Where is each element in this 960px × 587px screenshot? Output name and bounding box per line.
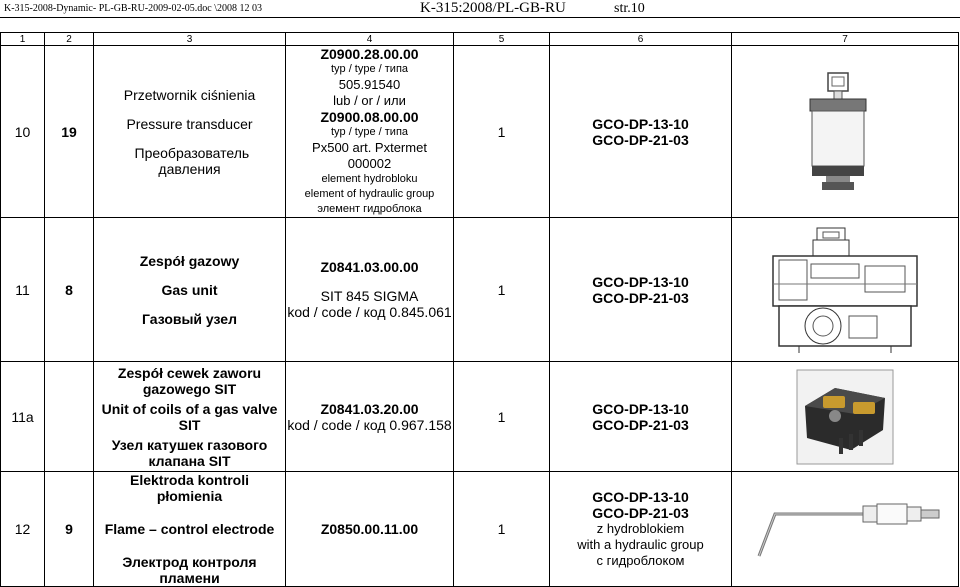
boiler-model: GCO-DP-13-10	[592, 489, 689, 505]
column-number: 7	[732, 33, 959, 46]
parts-table	[0, 32, 959, 587]
code-type-value: Px500 art. Pxtermet	[312, 140, 427, 155]
boiler-model: GCO-DP-13-10	[592, 400, 689, 417]
code-type-label: typ / type / типа	[330, 63, 409, 75]
page-header	[0, 0, 960, 18]
part-image-cell	[732, 46, 959, 218]
part-image-cell	[732, 362, 959, 472]
part-name-en: Flame – control electrode	[104, 521, 275, 537]
model-note: с гидроблоком	[596, 553, 685, 568]
part-name-cell	[94, 362, 286, 472]
part-name-pl: Elektroda kontroli płomienia	[129, 472, 250, 504]
code-note: element of hydraulic group	[304, 188, 435, 200]
part-name-cell	[94, 472, 286, 587]
pressure-transducer-icon	[790, 69, 900, 194]
drawing-number	[45, 362, 94, 472]
table-row	[1, 362, 959, 472]
models-cell	[550, 46, 732, 218]
quantity: 1	[454, 472, 550, 587]
model-note: with a hydraulic group	[577, 537, 704, 552]
part-name-pl: Zespół gazowy	[139, 252, 240, 269]
quantity: 1	[454, 218, 550, 362]
column-number: 4	[286, 33, 454, 46]
code-note: элемент гидроблока	[317, 203, 422, 215]
models-cell	[550, 472, 732, 587]
part-name-ru: Узел катушек газового клапана SIT	[111, 436, 268, 469]
document-filename: K-315-2008-Dynamic- PL-GB-RU-2009-02-05.doc \2008 12 03	[4, 3, 263, 14]
part-name-en: Pressure transducer	[126, 115, 253, 132]
part-name-cell	[94, 218, 286, 362]
document-code: K-315:2008/PL-GB-RU	[420, 0, 566, 16]
position-number: 10	[1, 46, 45, 218]
part-name-en: Gas unit	[161, 281, 218, 298]
table-row	[1, 218, 959, 362]
header-divider	[0, 17, 960, 18]
part-name-ru: Преобразователь давления	[134, 144, 250, 177]
code-type-value: 505.91540	[338, 77, 401, 92]
part-code-cell	[286, 46, 454, 218]
models-cell	[550, 362, 732, 472]
part-code: Z0900.28.00.00	[320, 46, 419, 62]
column-number: 5	[454, 33, 550, 46]
code-article: 000002	[347, 156, 392, 171]
table-row	[1, 46, 959, 218]
column-number: 6	[550, 33, 732, 46]
quantity: 1	[454, 362, 550, 472]
position-number: 11a	[1, 362, 45, 472]
part-name-en: Unit of coils of a gas valve SIT	[101, 400, 278, 433]
part-image-cell	[732, 472, 959, 587]
part-code: Z0850.00.11.00	[286, 472, 454, 587]
model-note: z hydroblokiem	[596, 521, 685, 536]
column-number: 2	[45, 33, 94, 46]
position-number: 12	[1, 472, 45, 587]
gas-valve-icon	[765, 224, 925, 356]
column-number: 1	[1, 33, 45, 46]
code-alternative-label: lub / or / или	[333, 93, 406, 108]
part-image-cell	[732, 218, 959, 362]
part-code-alt: Z0900.08.00.00	[320, 109, 419, 125]
column-number-row	[1, 33, 959, 46]
part-name-pl: Przetwornik ciśnienia	[123, 86, 256, 103]
boiler-model: GCO-DP-21-03	[592, 131, 689, 148]
part-code: Z0841.03.20.00	[320, 400, 419, 417]
drawing-number: 9	[45, 472, 94, 587]
table-row	[1, 472, 959, 587]
boiler-model: GCO-DP-21-03	[592, 416, 689, 433]
part-code: Z0841.03.00.00	[320, 259, 419, 275]
boiler-model: GCO-DP-13-10	[592, 273, 689, 290]
part-name-pl: Zespół cewek zaworu gazowego SIT	[117, 364, 262, 397]
part-name-cell	[94, 46, 286, 218]
part-catalog-code: kod / code / код 0.845.061	[287, 304, 452, 320]
flame-electrode-icon	[745, 494, 945, 564]
page-number: str.10	[614, 1, 645, 16]
drawing-number: 19	[45, 46, 94, 218]
position-number: 11	[1, 218, 45, 362]
code-note: element hydrobloku	[321, 173, 418, 185]
part-code-cell	[286, 218, 454, 362]
valve-coil-icon	[795, 368, 895, 466]
part-name-ru: Электрод контроля пламени	[122, 554, 257, 586]
models-cell	[550, 218, 732, 362]
part-catalog-code: kod / code / код 0.967.158	[287, 416, 452, 433]
boiler-model: GCO-DP-13-10	[592, 115, 689, 132]
drawing-number: 8	[45, 218, 94, 362]
boiler-model: GCO-DP-21-03	[592, 289, 689, 306]
boiler-model: GCO-DP-21-03	[592, 505, 689, 521]
part-code-cell	[286, 362, 454, 472]
column-number: 3	[94, 33, 286, 46]
part-name-ru: Газовый узел	[142, 310, 237, 327]
part-type: SIT 845 SIGMA	[320, 288, 419, 304]
code-type-label: typ / type / типа	[330, 126, 409, 138]
quantity: 1	[454, 46, 550, 218]
